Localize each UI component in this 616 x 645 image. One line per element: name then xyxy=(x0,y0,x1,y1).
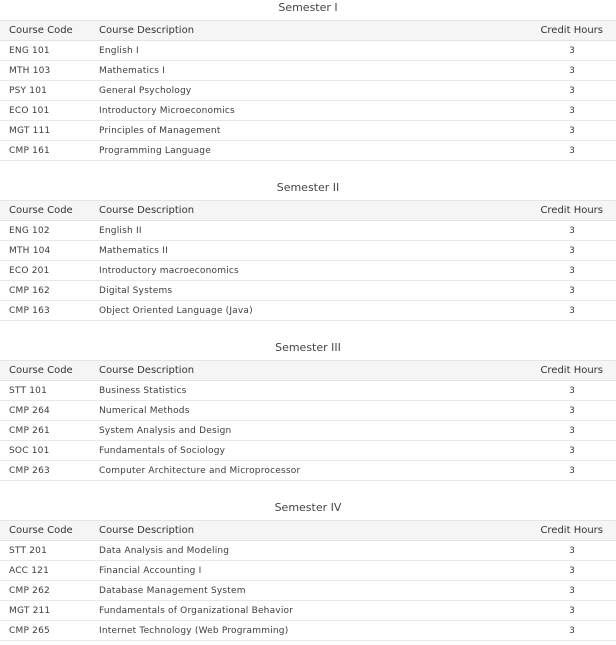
course-description: System Analysis and Design xyxy=(90,421,520,441)
credit-hours: 3 xyxy=(520,261,616,281)
semester-section xyxy=(0,180,616,321)
credit-hours: 3 xyxy=(520,621,616,641)
course-description: Numerical Methods xyxy=(90,401,520,421)
table-row xyxy=(0,461,616,481)
credit-hours: 3 xyxy=(520,121,616,141)
table-row xyxy=(0,601,616,621)
section-spacer xyxy=(0,481,616,500)
table-row xyxy=(0,581,616,601)
credit-hours: 3 xyxy=(520,41,616,61)
course-description: Fundamentals of Organizational Behavior xyxy=(90,601,520,621)
credit-hours: 3 xyxy=(520,541,616,561)
course-code: ACC 121 xyxy=(0,561,90,581)
course-description: Digital Systems xyxy=(90,281,520,301)
table-row xyxy=(0,621,616,641)
course-description-header: Course Description xyxy=(90,21,520,41)
section-spacer xyxy=(0,321,616,340)
course-description: Introductory macroeconomics xyxy=(90,261,520,281)
credit-hours-header: Credit Hours xyxy=(520,201,616,221)
table-row xyxy=(0,441,616,461)
credit-hours: 3 xyxy=(520,561,616,581)
table-header-row xyxy=(0,361,616,381)
credit-hours: 3 xyxy=(520,381,616,401)
semester-title: Semester III xyxy=(275,341,341,354)
table-row xyxy=(0,221,616,241)
course-code: ENG 101 xyxy=(0,41,90,61)
credit-hours: 3 xyxy=(520,421,616,441)
course-code-header: Course Code xyxy=(0,21,90,41)
course-description: General Psychology xyxy=(90,81,520,101)
course-code-header: Course Code xyxy=(0,521,90,541)
course-table xyxy=(0,200,616,321)
course-code: ENG 102 xyxy=(0,221,90,241)
course-description: Principles of Management xyxy=(90,121,520,141)
course-code: ECO 201 xyxy=(0,261,90,281)
course-description: Data Analysis and Modeling xyxy=(90,541,520,561)
credit-hours: 3 xyxy=(520,401,616,421)
course-description: Fundamentals of Sociology xyxy=(90,441,520,461)
table-row xyxy=(0,121,616,141)
credit-hours-header: Credit Hours xyxy=(520,21,616,41)
credit-hours: 3 xyxy=(520,241,616,261)
course-description: Object Oriented Language (Java) xyxy=(90,301,520,321)
course-code: CMP 163 xyxy=(0,301,90,321)
table-row xyxy=(0,81,616,101)
credit-hours: 3 xyxy=(520,441,616,461)
table-row xyxy=(0,421,616,441)
credit-hours: 3 xyxy=(520,461,616,481)
semester-title: Semester IV xyxy=(274,501,342,514)
credit-hours: 3 xyxy=(520,61,616,81)
credit-hours-header: Credit Hours xyxy=(520,361,616,381)
course-description: Database Management System xyxy=(90,581,520,601)
table-row xyxy=(0,241,616,261)
course-code: ECO 101 xyxy=(0,101,90,121)
semester-title: Semester II xyxy=(276,181,340,194)
course-description: Mathematics I xyxy=(90,61,520,81)
credit-hours: 3 xyxy=(520,81,616,101)
course-code: STT 201 xyxy=(0,541,90,561)
course-description: English II xyxy=(90,221,520,241)
credit-hours-header: Credit Hours xyxy=(520,521,616,541)
course-description: English I xyxy=(90,41,520,61)
table-row xyxy=(0,381,616,401)
course-code: SOC 101 xyxy=(0,441,90,461)
course-code: CMP 264 xyxy=(0,401,90,421)
semester-section xyxy=(0,0,616,161)
course-description-header: Course Description xyxy=(90,361,520,381)
course-code-header: Course Code xyxy=(0,361,90,381)
course-description: Programming Language xyxy=(90,141,520,161)
credit-hours: 3 xyxy=(520,221,616,241)
credit-hours: 3 xyxy=(520,281,616,301)
semester-title: Semester I xyxy=(278,1,338,14)
table-row xyxy=(0,281,616,301)
table-row xyxy=(0,61,616,81)
table-row xyxy=(0,261,616,281)
course-code: MTH 103 xyxy=(0,61,90,81)
credit-hours: 3 xyxy=(520,101,616,121)
course-description: Financial Accounting I xyxy=(90,561,520,581)
semester-section xyxy=(0,500,616,641)
credit-hours: 3 xyxy=(520,301,616,321)
table-header-row xyxy=(0,521,616,541)
table-row xyxy=(0,561,616,581)
course-code-header: Course Code xyxy=(0,201,90,221)
table-row xyxy=(0,141,616,161)
course-description-header: Course Description xyxy=(90,201,520,221)
course-table xyxy=(0,520,616,641)
table-header-row xyxy=(0,21,616,41)
course-code: MGT 111 xyxy=(0,121,90,141)
table-row xyxy=(0,541,616,561)
course-code: CMP 261 xyxy=(0,421,90,441)
course-description: Computer Architecture and Microprocessor xyxy=(90,461,520,481)
table-header-row xyxy=(0,201,616,221)
credit-hours: 3 xyxy=(520,141,616,161)
course-code: MTH 104 xyxy=(0,241,90,261)
credit-hours: 3 xyxy=(520,601,616,621)
table-row xyxy=(0,301,616,321)
course-code: CMP 162 xyxy=(0,281,90,301)
course-table xyxy=(0,20,616,161)
course-code: CMP 262 xyxy=(0,581,90,601)
section-spacer xyxy=(0,161,616,180)
course-description: Introductory Microeconomics xyxy=(90,101,520,121)
semester-section xyxy=(0,340,616,481)
course-code: CMP 265 xyxy=(0,621,90,641)
credit-hours: 3 xyxy=(520,581,616,601)
course-description: Internet Technology (Web Programming) xyxy=(90,621,520,641)
course-description-header: Course Description xyxy=(90,521,520,541)
table-row xyxy=(0,101,616,121)
course-code: CMP 161 xyxy=(0,141,90,161)
course-description: Mathematics II xyxy=(90,241,520,261)
course-description: Business Statistics xyxy=(90,381,520,401)
table-row xyxy=(0,41,616,61)
course-code: PSY 101 xyxy=(0,81,90,101)
course-code: CMP 263 xyxy=(0,461,90,481)
table-row xyxy=(0,401,616,421)
course-code: STT 101 xyxy=(0,381,90,401)
course-code: MGT 211 xyxy=(0,601,90,621)
course-table xyxy=(0,360,616,481)
